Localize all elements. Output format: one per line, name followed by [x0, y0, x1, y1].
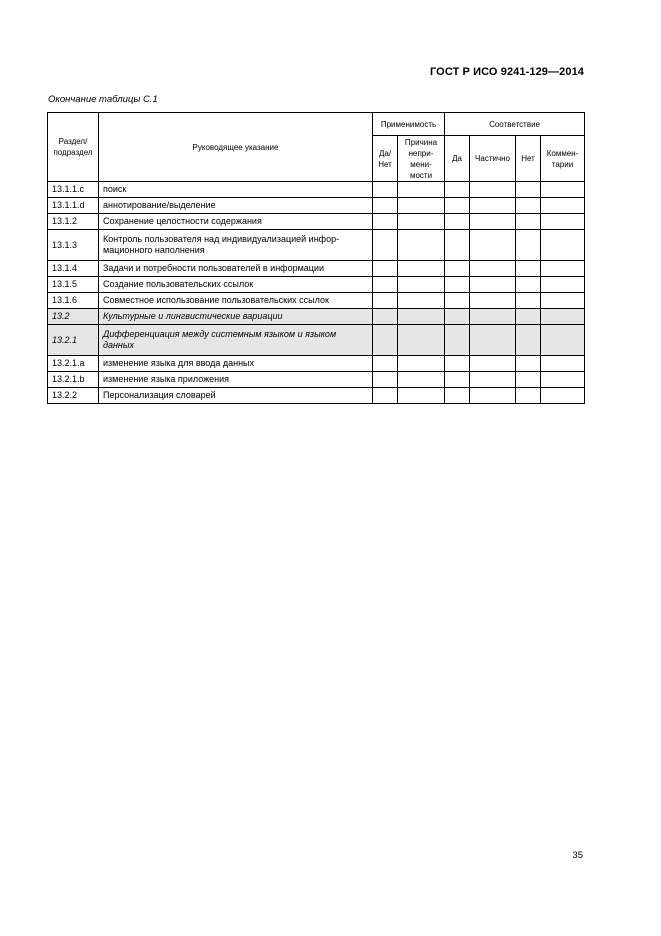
section-cell: 13.1.6: [48, 293, 99, 309]
yes-no-cell[interactable]: [373, 182, 398, 198]
comments-cell[interactable]: [541, 356, 585, 372]
comments-cell[interactable]: [541, 214, 585, 230]
yes-no-cell[interactable]: [373, 214, 398, 230]
reason-cell[interactable]: [398, 356, 445, 372]
header-section: Раздел/ подраздел: [48, 113, 99, 182]
comments-cell[interactable]: [541, 372, 585, 388]
yes-no-cell[interactable]: [373, 372, 398, 388]
section-cell: 13.2.1.b: [48, 372, 99, 388]
section-cell: 13.1.5: [48, 277, 99, 293]
no-cell[interactable]: [516, 198, 541, 214]
no-cell[interactable]: [516, 214, 541, 230]
table-row: [48, 198, 585, 214]
comments-cell[interactable]: [541, 198, 585, 214]
no-cell[interactable]: [516, 388, 541, 404]
table-row: [48, 261, 585, 277]
comments-cell[interactable]: [541, 325, 585, 356]
section-cell: 13.1.3: [48, 230, 99, 261]
table-row: [48, 230, 585, 261]
standard-number: ГОСТ Р ИСО 9241-129—2014: [429, 66, 584, 78]
no-cell[interactable]: [516, 325, 541, 356]
partial-cell[interactable]: [470, 182, 516, 198]
header-reason: Причина непри-мени-мости: [398, 136, 445, 182]
reason-cell[interactable]: [398, 230, 445, 261]
guidance-cell: Дифференциация между системным языком и языком данных: [99, 325, 373, 356]
section-cell: 13.2.1.a: [48, 356, 99, 372]
table-row: [48, 356, 585, 372]
yes-cell[interactable]: [445, 261, 470, 277]
section-cell: 13.2.2: [48, 388, 99, 404]
guidance-cell: Совместное использование пользовательских ссылок: [99, 293, 373, 309]
comments-cell[interactable]: [541, 309, 585, 325]
yes-cell[interactable]: [445, 388, 470, 404]
yes-cell[interactable]: [445, 230, 470, 261]
partial-cell[interactable]: [470, 261, 516, 277]
table-caption: Окончание таблицы С.1: [48, 94, 158, 105]
reason-cell[interactable]: [398, 182, 445, 198]
section-cell: 13.2.1: [48, 325, 99, 356]
comments-cell[interactable]: [541, 261, 585, 277]
section-cell: 13.1.1.d: [48, 198, 99, 214]
section-cell: 13.1.2: [48, 214, 99, 230]
table-row: [48, 293, 585, 309]
header-guidance: Руководящее указание: [99, 113, 373, 182]
reason-cell[interactable]: [398, 198, 445, 214]
yes-no-cell[interactable]: [373, 230, 398, 261]
header-no: Нет: [516, 136, 541, 182]
table-row: [48, 309, 585, 325]
yes-cell[interactable]: [445, 309, 470, 325]
reason-cell[interactable]: [398, 261, 445, 277]
yes-no-cell[interactable]: [373, 309, 398, 325]
yes-cell[interactable]: [445, 356, 470, 372]
yes-no-cell[interactable]: [373, 293, 398, 309]
table-row: [48, 182, 585, 198]
guidance-cell: Создание пользовательских ссылок: [99, 277, 373, 293]
partial-cell[interactable]: [470, 198, 516, 214]
section-cell: 13.1.1.c: [48, 182, 99, 198]
yes-no-cell[interactable]: [373, 277, 398, 293]
page-number: 35: [572, 850, 583, 861]
guidance-cell: изменение языка приложения: [99, 372, 373, 388]
guidance-cell: изменение языка для ввода данных: [99, 356, 373, 372]
partial-cell[interactable]: [470, 356, 516, 372]
reason-cell[interactable]: [398, 372, 445, 388]
partial-cell[interactable]: [470, 372, 516, 388]
yes-cell[interactable]: [445, 325, 470, 356]
no-cell[interactable]: [516, 372, 541, 388]
table-row: [48, 214, 585, 230]
table-row: [48, 277, 585, 293]
reason-cell[interactable]: [398, 388, 445, 404]
guidance-cell: Культурные и лингвистические вариации: [99, 309, 373, 325]
no-cell[interactable]: [516, 277, 541, 293]
reason-cell[interactable]: [398, 214, 445, 230]
yes-no-cell[interactable]: [373, 325, 398, 356]
guidance-cell: аннотирование/выделение: [99, 198, 373, 214]
no-cell[interactable]: [516, 261, 541, 277]
header-yes-no: Да/ Нет: [373, 136, 398, 182]
comments-cell[interactable]: [541, 277, 585, 293]
reason-cell[interactable]: [398, 309, 445, 325]
guidance-cell: поиск: [99, 182, 373, 198]
no-cell[interactable]: [516, 230, 541, 261]
partial-cell[interactable]: [470, 214, 516, 230]
reason-cell[interactable]: [398, 325, 445, 356]
conformance-table: [47, 112, 585, 404]
partial-cell[interactable]: [470, 325, 516, 356]
table-row: [48, 388, 585, 404]
partial-cell[interactable]: [470, 309, 516, 325]
partial-cell[interactable]: [470, 277, 516, 293]
comments-cell[interactable]: [541, 230, 585, 261]
yes-cell[interactable]: [445, 182, 470, 198]
guidance-cell: Сохранение целостности содержания: [99, 214, 373, 230]
header-conformance: Соответствие: [445, 113, 585, 136]
header-comments: Коммен-тарии: [541, 136, 585, 182]
section-cell: 13.2: [48, 309, 99, 325]
partial-cell[interactable]: [470, 293, 516, 309]
guidance-cell: Персонализация словарей: [99, 388, 373, 404]
no-cell[interactable]: [516, 293, 541, 309]
reason-cell[interactable]: [398, 277, 445, 293]
yes-cell[interactable]: [445, 214, 470, 230]
comments-cell[interactable]: [541, 182, 585, 198]
yes-no-cell[interactable]: [373, 388, 398, 404]
no-cell[interactable]: [516, 309, 541, 325]
no-cell[interactable]: [516, 182, 541, 198]
comments-cell[interactable]: [541, 293, 585, 309]
yes-cell[interactable]: [445, 293, 470, 309]
no-cell[interactable]: [516, 356, 541, 372]
comments-cell[interactable]: [541, 388, 585, 404]
header-yes: Да: [445, 136, 470, 182]
yes-cell[interactable]: [445, 198, 470, 214]
guidance-cell: Задачи и потребности пользователей в информации: [99, 261, 373, 277]
reason-cell[interactable]: [398, 293, 445, 309]
guidance-cell: Контроль пользователя над индивидуализацией инфор-мационного наполнения: [99, 230, 373, 261]
yes-no-cell[interactable]: [373, 261, 398, 277]
yes-cell[interactable]: [445, 277, 470, 293]
header-applicability: Применимость: [373, 113, 445, 136]
header-partial: Частично: [470, 136, 516, 182]
yes-no-cell[interactable]: [373, 198, 398, 214]
table-row: [48, 325, 585, 356]
section-cell: 13.1.4: [48, 261, 99, 277]
partial-cell[interactable]: [470, 230, 516, 261]
partial-cell[interactable]: [470, 388, 516, 404]
yes-no-cell[interactable]: [373, 356, 398, 372]
table-row: [48, 372, 585, 388]
yes-cell[interactable]: [445, 372, 470, 388]
